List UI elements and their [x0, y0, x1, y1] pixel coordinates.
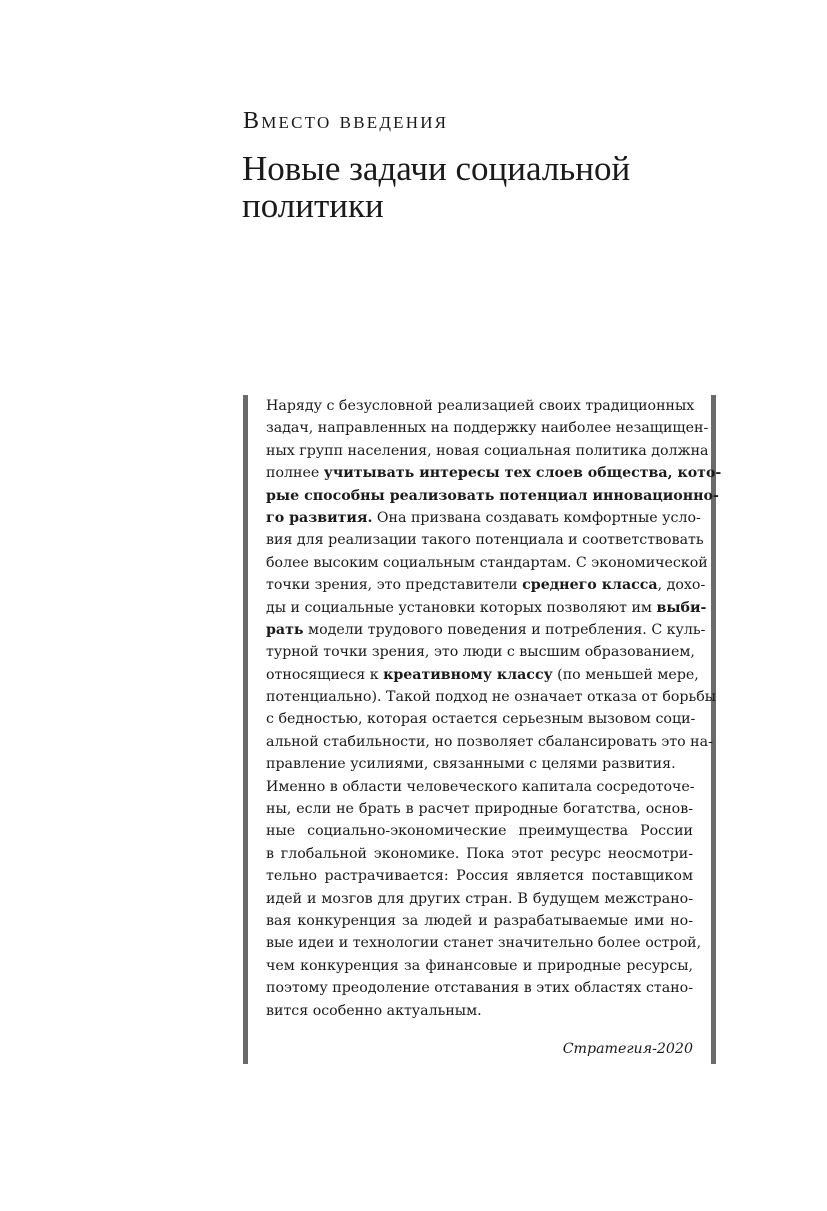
chapter-title — [242, 150, 712, 224]
quote-line — [266, 686, 717, 708]
quote-fragment: точки зрения, это представители — [266, 577, 523, 594]
quote-line — [266, 440, 709, 462]
quote-line — [266, 798, 693, 820]
quote-line — [266, 485, 719, 507]
quote-fragment: в глобальной экономике. Пока этот ресурс неосмотри- — [266, 845, 693, 862]
quote-fragment: тельно растрачивается: Россия является поставщиком — [266, 868, 693, 885]
quote-source: Стратегия-2020 — [562, 1041, 693, 1057]
quote-line — [266, 776, 693, 798]
quote-line — [266, 619, 706, 641]
quote-fragment: полнее — [266, 465, 324, 482]
quote-fragment: вые идеи и технологии станет значительно более острой, — [266, 935, 702, 952]
quote-line — [266, 574, 706, 596]
quote-left-rule — [243, 395, 248, 1064]
quote-fragment: идей и мозгов для других стран. В будущем межстрано- — [266, 890, 693, 907]
quote-line — [266, 731, 713, 753]
quote-fragment: задач, направленных на поддержку наиболее незащищен- — [266, 420, 709, 437]
quote-fragment: модели трудового поведения и потребления. С куль- — [303, 621, 706, 638]
quote-line — [266, 395, 693, 417]
quote-fragment: вится особенно актуальным. — [266, 1002, 482, 1019]
quote-line — [266, 932, 702, 954]
quote-line — [266, 552, 708, 574]
quote-fragment: вая конкуренция за людей и разрабатываемые ими но- — [266, 912, 693, 929]
quote-line — [266, 529, 704, 551]
quote-fragment: правление усилиями, связанными с целями развития. — [266, 756, 676, 773]
quote-line — [266, 664, 699, 686]
epigraph-quote — [243, 395, 722, 1064]
quote-line — [266, 820, 693, 842]
quote-fragment: с бедностью, которая остается серьезным вызовом соци- — [266, 711, 696, 728]
quote-fragment: турной точки зрения, это люди с высшим образованием, — [266, 644, 695, 661]
quote-fragment: (по меньшей мере, — [552, 666, 699, 683]
quote-fragment: ны, если не брать в расчет природные богатства, основ- — [266, 801, 693, 818]
quote-fragment: ды и социальные установки которых позволяют им — [266, 599, 657, 616]
quote-line — [266, 507, 701, 529]
quote-emphasis: среднего класса — [522, 577, 658, 594]
quote-fragment: , дохо- — [657, 577, 706, 594]
quote-fragment: альной стабильности, но позволяет сбалансировать это на- — [266, 733, 713, 750]
quote-fragment: Наряду с безусловной реализацией своих традиционных — [266, 398, 695, 414]
quote-line — [266, 753, 693, 775]
quote-fragment: ных групп населения, новая социальная политика должна — [266, 442, 709, 459]
quote-line — [266, 417, 709, 439]
quote-fragment: ные социально-экономические преимущества России — [266, 823, 693, 840]
quote-fragment: более высоким социальным стандартам. С экономической — [266, 554, 708, 571]
quote-fragment: вия для реализации такого потенциала и соответствовать — [266, 532, 704, 549]
quote-fragment: поэтому преодоление отставания в этих областях стано- — [266, 980, 693, 997]
quote-fragment: относящиеся к — [266, 666, 384, 683]
quote-line — [266, 977, 693, 999]
quote-fragment: Она призвана создавать комфортные усло- — [372, 509, 701, 526]
quote-line — [266, 641, 693, 663]
quote-emphasis: креативному классу — [383, 666, 553, 683]
quote-line — [266, 888, 693, 910]
quote-line — [266, 597, 707, 619]
quote-line — [266, 843, 693, 865]
quote-emphasis: рать — [266, 621, 304, 638]
quote-text — [266, 395, 722, 1022]
quote-line — [266, 462, 722, 484]
quote-line — [266, 955, 693, 977]
quote-emphasis: учитывать интересы тех слоев общества, кото- — [323, 465, 722, 482]
quote-fragment: Именно в области человеческого капитала сосредоточе- — [266, 778, 695, 795]
quote-line — [266, 910, 693, 932]
quote-line — [266, 708, 696, 730]
section-kicker: Вместо введения — [243, 108, 449, 134]
quote-line — [266, 865, 693, 887]
quote-emphasis: го развития. — [266, 509, 373, 526]
chapter-title-line-2: политики — [242, 186, 384, 225]
quote-fragment: потенциально). Такой подход не означает отказа от борьбы — [266, 689, 717, 706]
quote-line — [266, 1000, 693, 1022]
quote-emphasis: рые способны реализовать потенциал инновационно- — [266, 487, 719, 504]
quote-emphasis: выби- — [656, 599, 707, 616]
quote-fragment: чем конкуренция за финансовые и природные ресурсы, — [266, 957, 693, 974]
chapter-title-line-1: Новые задачи социальной — [242, 149, 631, 188]
